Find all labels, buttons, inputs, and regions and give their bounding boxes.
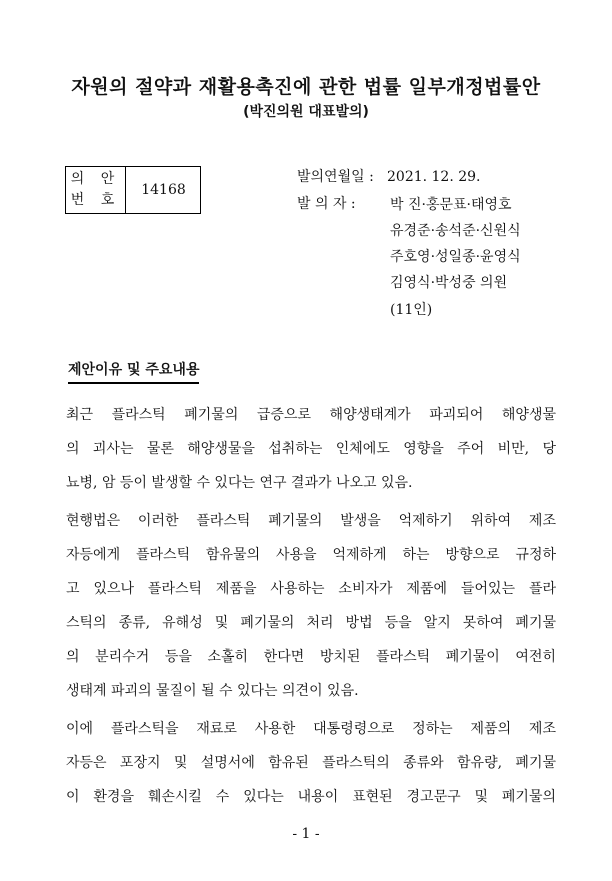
- sponsor-line: 주호영·성일종·윤영식: [390, 249, 521, 265]
- body-line: 현행법은 이러한 플라스틱 폐기물의 발생을 억제하기 위하여 제조: [66, 513, 556, 529]
- body-line: 자등은 포장지 및 설명서에 함유된 플라스틱의 종류와 함유량, 폐기물: [66, 755, 556, 771]
- proposal-date-label: 발의연월일 :: [297, 169, 374, 185]
- document-title: 자원의 절약과 재활용촉진에 관한 법률 일부개정법률안: [71, 76, 541, 98]
- body-line: 이 환경을 훼손시킬 수 있다는 내용이 표현된 경고문구 및 폐기물의: [66, 789, 556, 805]
- proposal-date-row: [297, 167, 481, 187]
- body-line: 의 괴사는 물론 해양생물을 섭취하는 인체에도 영향을 주어 비만, 당: [66, 441, 556, 457]
- body-line: 자등에게 플라스틱 함유물의 사용을 억제하게 하는 방향으로 규정하: [66, 547, 556, 563]
- sponsors-label: [297, 194, 387, 214]
- bill-number-value: 14168: [141, 182, 186, 198]
- sponsors-label-text: 발 의 자 :: [297, 196, 356, 212]
- document-subtitle: (박진의원 대표발의): [243, 104, 369, 120]
- bill-number-label: [66, 167, 126, 213]
- body-line: 생태계 파괴의 물질이 될 수 있다는 의견이 있음.: [66, 683, 359, 699]
- sponsor-line: 김영식·박성중 의원: [390, 275, 508, 291]
- body-line: 이에 플라스틱을 재료로 사용한 대통령령으로 정하는 제품의 제조: [66, 721, 556, 737]
- bill-number-box: [65, 166, 201, 214]
- sponsor-line: (11인): [390, 302, 433, 318]
- bill-number-label-line1: 의 안: [70, 171, 121, 187]
- body-line: 고 있으나 플라스틱 제품을 사용하는 소비자가 제품에 들어있는 플라: [66, 581, 556, 597]
- section-heading: 제안이유 및 주요내용: [68, 359, 199, 384]
- sponsor-line: 유경준·송석준·신원식: [390, 223, 521, 239]
- body-line: 의 분리수거 등을 소홀히 한다면 방치된 플라스틱 폐기물이 여전히: [66, 649, 556, 665]
- proposal-date-value: 2021. 12. 29.: [387, 169, 481, 185]
- body-line: 최근 플라스틱 폐기물의 급증으로 해양생태계가 파괴되어 해양생물: [66, 407, 556, 423]
- body-line: 뇨병, 암 등이 발생할 수 있다는 연구 결과가 나오고 있음.: [66, 475, 413, 491]
- page-number: - 1 -: [292, 826, 320, 842]
- body-line: 스틱의 종류, 유해성 및 폐기물의 처리 방법 등을 알지 못하여 폐기물: [66, 615, 556, 631]
- sponsor-line: 박 진·홍문표·태영호: [390, 197, 512, 213]
- bill-number-label-line2: 번 호: [70, 192, 121, 208]
